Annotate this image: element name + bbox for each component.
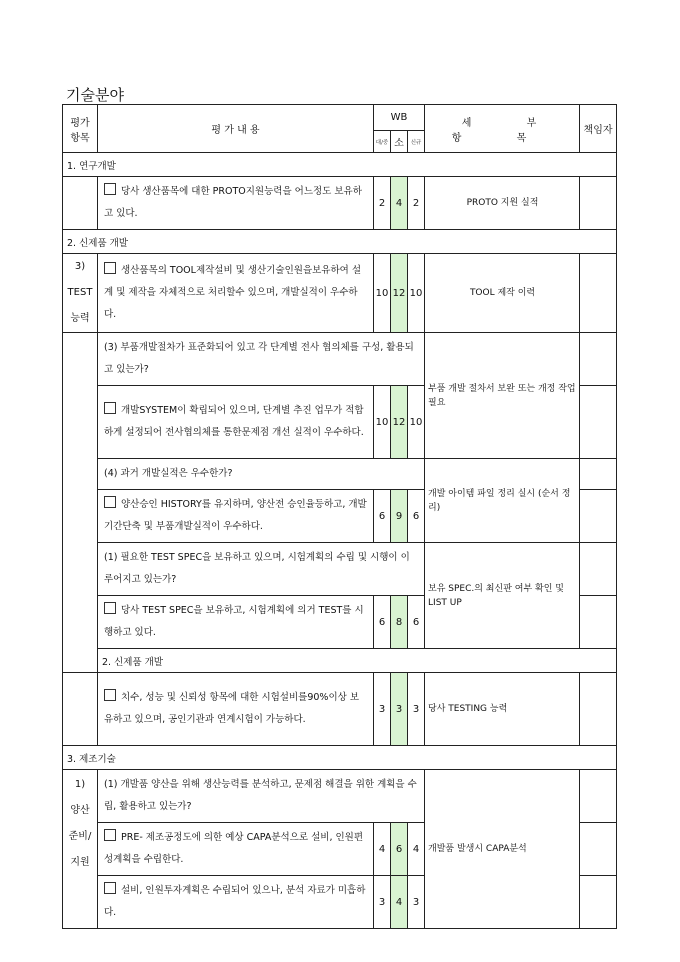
category-line: 1) [74, 779, 86, 790]
eval-text: PRE- 제조공정도에 의한 예상 CAPA분석으로 설비, 인원편성계획을 수립한다. [104, 832, 364, 865]
owner-cell [580, 386, 617, 459]
header-item-line2: 항목 [70, 132, 90, 144]
eval-row [98, 254, 374, 333]
wb-big-value: 6 [374, 596, 391, 649]
checkbox[interactable] [104, 183, 116, 195]
owner-cell [580, 333, 617, 386]
question-row: (1) 개발품 양산을 위해 생산능력를 분석하고, 문제점 해결을 위한 계획을 수립, 활용하고 있는가? [98, 770, 425, 823]
detail-cell: 부품 개발 절차서 보완 또는 개정 작업 필요 [425, 333, 580, 459]
category-line: 능력 [70, 313, 90, 324]
wb-big-value: 10 [374, 254, 391, 333]
question-row: (1) 필요한 TEST SPEC을 보유하고 있으며, 시험계획의 수립 및 시행이 이루어지고 있는가? [98, 543, 425, 596]
header-detail-text: 세 부 항 목 [451, 117, 563, 144]
wb-small-value: 6 [391, 823, 408, 876]
checkbox[interactable] [104, 402, 116, 414]
owner-cell [580, 254, 617, 333]
evaluation-table [62, 104, 617, 929]
eval-text: 개발SYSTEM이 확립되어 있으며, 단계별 추진 업무가 적합하게 설정되어 전사협의체를 통한문제점 개선 실적이 우수하다. [104, 405, 364, 438]
header-wb-new: 신규 [408, 131, 425, 153]
detail-cell: 개발품 발생시 CAPA분석 [425, 770, 580, 929]
wb-big-value: 10 [374, 386, 391, 459]
header-detail [425, 105, 580, 153]
owner-cell [580, 673, 617, 746]
wb-new-value: 4 [408, 823, 425, 876]
wb-new-value: 3 [408, 876, 425, 929]
checkbox[interactable] [104, 262, 116, 274]
header-wb-small: 소 [391, 131, 408, 153]
wb-new-value: 3 [408, 673, 425, 746]
category-cell [63, 673, 98, 746]
category-cell [63, 254, 98, 333]
category-line: TEST [67, 287, 93, 298]
header-owner: 책임자 [580, 105, 617, 153]
category-cell [63, 770, 98, 929]
owner-cell [580, 459, 617, 490]
section-title: 2. 신제품 개발 [63, 230, 617, 254]
wb-small-value: 8 [391, 596, 408, 649]
wb-small-value: 3 [391, 673, 408, 746]
category-cell [63, 177, 98, 230]
wb-big-value: 2 [374, 177, 391, 230]
eval-row [98, 823, 374, 876]
category-line: 양산 [70, 805, 90, 816]
header-item [63, 105, 98, 153]
wb-small-value: 9 [391, 490, 408, 543]
eval-text: 당사 생산품목에 대한 PROTO지원능력을 어느정도 보유하고 있다. [104, 186, 362, 219]
wb-big-value: 3 [374, 673, 391, 746]
wb-small-value: 4 [391, 876, 408, 929]
owner-cell [580, 177, 617, 230]
wb-new-value: 6 [408, 490, 425, 543]
wb-new-value: 10 [408, 254, 425, 333]
header-wb-big: 대/중 [374, 131, 391, 153]
header-item-line1: 평가 [70, 117, 90, 129]
eval-row [98, 596, 374, 649]
checkbox[interactable] [104, 829, 116, 841]
question-row: (3) 부품개발절차가 표준화되어 있고 각 단계별 전사 협의체를 구성, 활용되고 있는가? [98, 333, 425, 386]
category-line: 준비/ [68, 831, 92, 842]
question-row: (4) 과거 개발실적은 우수한가? [98, 459, 425, 490]
wb-big-value: 4 [374, 823, 391, 876]
wb-new-value: 6 [408, 596, 425, 649]
detail-cell: 당사 TESTING 능력 [425, 673, 580, 746]
detail-cell: TOOL 제작 이력 [425, 254, 580, 333]
category-line: 지원 [70, 857, 90, 868]
wb-small-value: 4 [391, 177, 408, 230]
wb-small-value: 12 [391, 386, 408, 459]
detail-cell: 개발 아이템 파일 정리 실시 (순서 정리) [425, 459, 580, 543]
eval-text: 설비, 인원투자계획은 수립되어 있으나, 분석 자료가 미흡하다. [104, 885, 366, 918]
detail-cell: 보유 SPEC.의 최신판 여부 확인 및 LIST UP [425, 543, 580, 649]
category-line: 3) [74, 261, 86, 272]
eval-text: 치수, 성능 및 신뢰성 항목에 대한 시험설비를90%이상 보유하고 있으며, 공인기관과 연계시험이 가능하다. [104, 692, 359, 725]
owner-cell [580, 876, 617, 929]
section-title: 1. 연구개발 [63, 153, 617, 177]
wb-new-value: 10 [408, 386, 425, 459]
eval-row [98, 177, 374, 230]
owner-cell [580, 770, 617, 823]
eval-row [98, 386, 374, 459]
checkbox[interactable] [104, 602, 116, 614]
section-title: 3. 제조기술 [63, 746, 617, 770]
owner-cell [580, 596, 617, 649]
checkbox[interactable] [104, 882, 116, 894]
page-title: 기술분야 [66, 86, 124, 104]
owner-cell [580, 823, 617, 876]
checkbox[interactable] [104, 496, 116, 508]
owner-cell [580, 543, 617, 596]
header-content: 평 가 내 용 [98, 105, 374, 153]
eval-row [98, 490, 374, 543]
wb-new-value: 2 [408, 177, 425, 230]
header-wb: WB [374, 105, 425, 131]
detail-cell: PROTO 지원 실적 [425, 177, 580, 230]
eval-text: 당사 TEST SPEC을 보유하고, 시험계획에 의거 TEST를 시행하고 있다. [104, 605, 364, 638]
wb-big-value: 6 [374, 490, 391, 543]
category-cell [63, 333, 98, 673]
wb-small-value: 12 [391, 254, 408, 333]
eval-text: 생산품목의 TOOL제작설비 및 생산기술인원을보유하여 설계 및 제작을 자체적으로 처리할수 있으며, 개발실적이 우수하다. [104, 265, 362, 320]
eval-row [98, 673, 374, 746]
eval-row [98, 876, 374, 929]
section-title: 2. 신제품 개발 [98, 649, 617, 673]
owner-cell [580, 490, 617, 543]
checkbox[interactable] [104, 689, 116, 701]
wb-big-value: 3 [374, 876, 391, 929]
eval-text: 양산승인 HISTORY를 유지하며, 양산전 승인율등하고, 개발기간단축 및 부품개발실적이 우수하다. [104, 499, 367, 532]
